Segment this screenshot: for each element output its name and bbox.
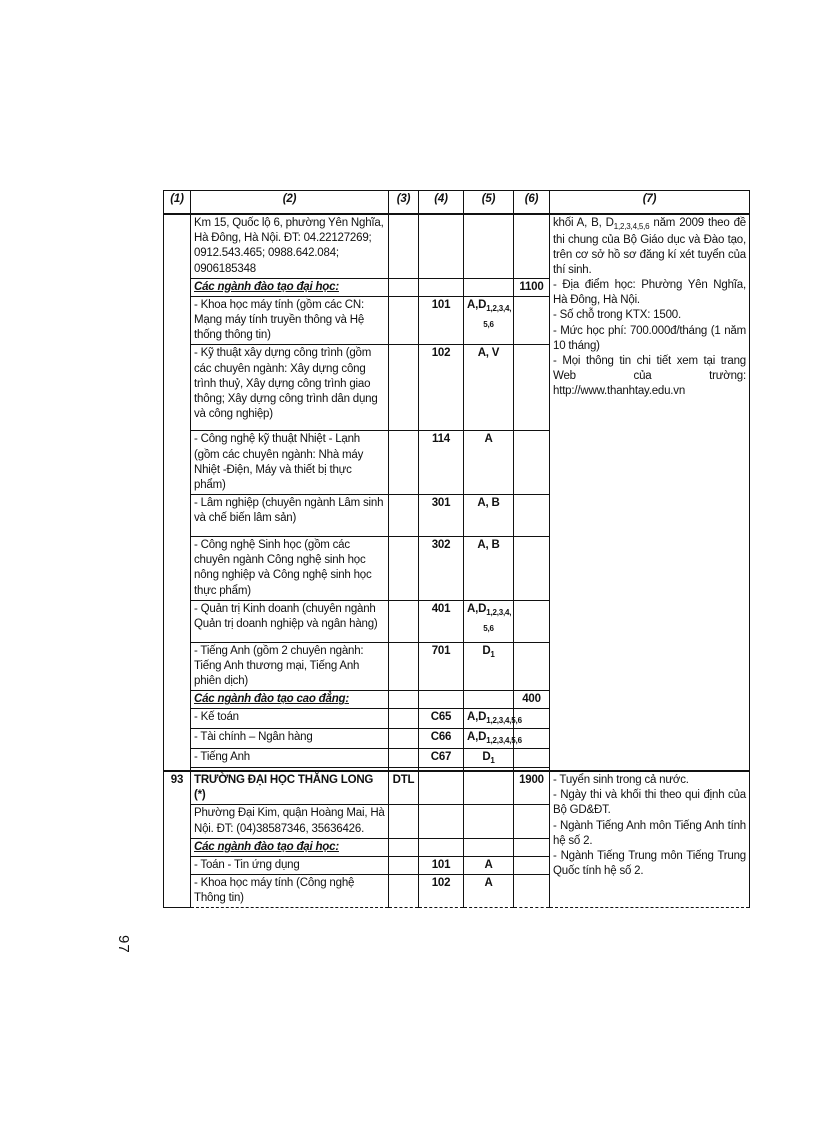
program-code: 101	[419, 856, 464, 874]
header-col-6: (6)	[514, 191, 550, 215]
header-col-2: (2)	[191, 191, 389, 215]
header-col-3: (3)	[389, 191, 419, 215]
quota: 1900	[514, 771, 550, 805]
program-name: - Toán - Tin ứng dụng	[191, 856, 389, 874]
note-item: - Ngành Tiếng Trung môn Tiếng Trung Quốc tính hệ số 2.	[553, 849, 746, 878]
program-block: $A,D_{1,2,3,4, 5,6}$	[464, 296, 514, 345]
program-code: 302	[419, 537, 464, 601]
program-block: A	[464, 875, 514, 908]
section-heading: Các ngành đào tạo đại học:	[191, 278, 389, 296]
program-name: - Lâm nghiệp (chuyên ngành Lâm sinh và chế biến lâm sản)	[191, 495, 389, 537]
program-block: $A,D_{1,2,3,4,5,6}$	[464, 728, 514, 748]
admissions-table	[163, 190, 750, 908]
program-name: - Kỹ thuật xây dựng công trình (gồm các chuyên ngành: Xây dựng công trình thuỷ, Xây dựng công trình giao thông; Xây dựng công trình dân dụng và công nghiệp)	[191, 345, 389, 431]
note-item: - Mọi thông tin chi tiết xem tại trang Web của trường: http://www.thanhtay.edu.vn	[553, 354, 746, 398]
program-code: 114	[419, 431, 464, 495]
header-col-1: (1)	[164, 191, 191, 215]
program-name: - Khoa học máy tính (Công nghệ Thông tin)	[191, 875, 389, 908]
quota: 400	[514, 691, 550, 709]
program-code: C66	[419, 728, 464, 748]
school-address: Km 15, Quốc lộ 6, phường Yên Nghĩa, Hà Đông, Hà Nội. ĐT: 04.22127269; 0912.543.465; 0988.642.084; 0906185348	[191, 214, 389, 278]
program-block: A	[464, 431, 514, 495]
program-code: 101	[419, 296, 464, 345]
header-col-5: (5)	[464, 191, 514, 215]
note-item: - Mức học phí: 700.000đ/tháng (1 năm 10 tháng)	[553, 324, 746, 352]
program-block: A, B	[464, 495, 514, 537]
program-name: - Công nghệ Sinh học (gồm các chuyên ngành Công nghệ sinh học nông nghiệp và Công nghệ sinh học thực phẩm)	[191, 537, 389, 601]
school-name: TRƯỜNG ĐẠI HỌC THĂNG LONG (*)	[191, 771, 389, 805]
program-block: $D_1$	[464, 748, 514, 768]
program-code: 102	[419, 875, 464, 908]
program-name: - Tiếng Anh	[191, 748, 389, 768]
program-code: 401	[419, 600, 464, 642]
program-block: $A,D_{1,2,3,4, 5,6}$	[464, 600, 514, 642]
school-code: DTL	[389, 771, 419, 805]
note-item: - Tuyển sinh trong cả nước.	[553, 774, 689, 787]
header-col-4: (4)	[419, 191, 464, 215]
table-row	[164, 771, 750, 805]
program-block: $D_1$	[464, 642, 514, 691]
school-index: 93	[164, 771, 191, 908]
note-item: - Ngày thi và khối thi theo qui định của Bộ GD&ĐT.	[553, 789, 746, 817]
section-heading: Các ngành đào tạo đại học:	[191, 838, 389, 856]
note-item: khối A, B, $D_{1,2,3,4,5,6}$ năm 2009 theo đề thi chung của Bộ Giáo dục và Đào tạo, trên cơ sở hồ sơ đăng kí xét tuyển của thí sinh.	[553, 217, 746, 276]
program-name: - Tiếng Anh (gồm 2 chuyên ngành: Tiếng Anh thương mại, Tiếng Anh phiên dịch)	[191, 642, 389, 691]
program-name: - Khoa học máy tính (gồm các CN: Mạng máy tính truyền thông và Hệ thống thông tin)	[191, 296, 389, 345]
program-name: - Công nghệ kỹ thuật Nhiệt - Lạnh (gồm các chuyên ngành: Nhà máy Nhiệt -Điện, Máy và thiết bị thực phẩm)	[191, 431, 389, 495]
program-block: A, V	[464, 345, 514, 431]
quota: 1100	[514, 278, 550, 296]
program-name: - Kế toán	[191, 709, 389, 729]
program-block: A, B	[464, 537, 514, 601]
school-notes	[550, 771, 750, 908]
school-notes	[550, 214, 750, 771]
school-address: Phường Đại Kim, quận Hoàng Mai, Hà Nội. ĐT: (04)38587346, 35636426.	[191, 805, 389, 838]
program-block: $A,D_{1,2,3,4,5,6}$	[464, 709, 514, 729]
program-code: C67	[419, 748, 464, 768]
program-block: A	[464, 856, 514, 874]
header-row	[164, 191, 750, 215]
program-name: - Quản trị Kinh doanh (chuyên ngành Quản trị doanh nghiệp và ngân hàng)	[191, 600, 389, 642]
note-item: - Địa điểm học: Phường Yên Nghĩa, Hà Đông, Hà Nội.	[553, 279, 746, 307]
header-col-7: (7)	[550, 191, 750, 215]
program-name: - Tài chính – Ngân hàng	[191, 728, 389, 748]
program-code: C65	[419, 709, 464, 729]
note-item: - Số chỗ trong KTX: 1500.	[553, 309, 681, 322]
section-heading: Các ngành đào tạo cao đẳng:	[191, 691, 389, 709]
table-row	[164, 214, 750, 278]
note-item: - Ngành Tiếng Anh môn Tiếng Anh tính hệ số 2.	[553, 819, 746, 847]
program-code: 701	[419, 642, 464, 691]
program-code: 301	[419, 495, 464, 537]
program-code: 102	[419, 345, 464, 431]
page-number: 97	[115, 935, 132, 954]
